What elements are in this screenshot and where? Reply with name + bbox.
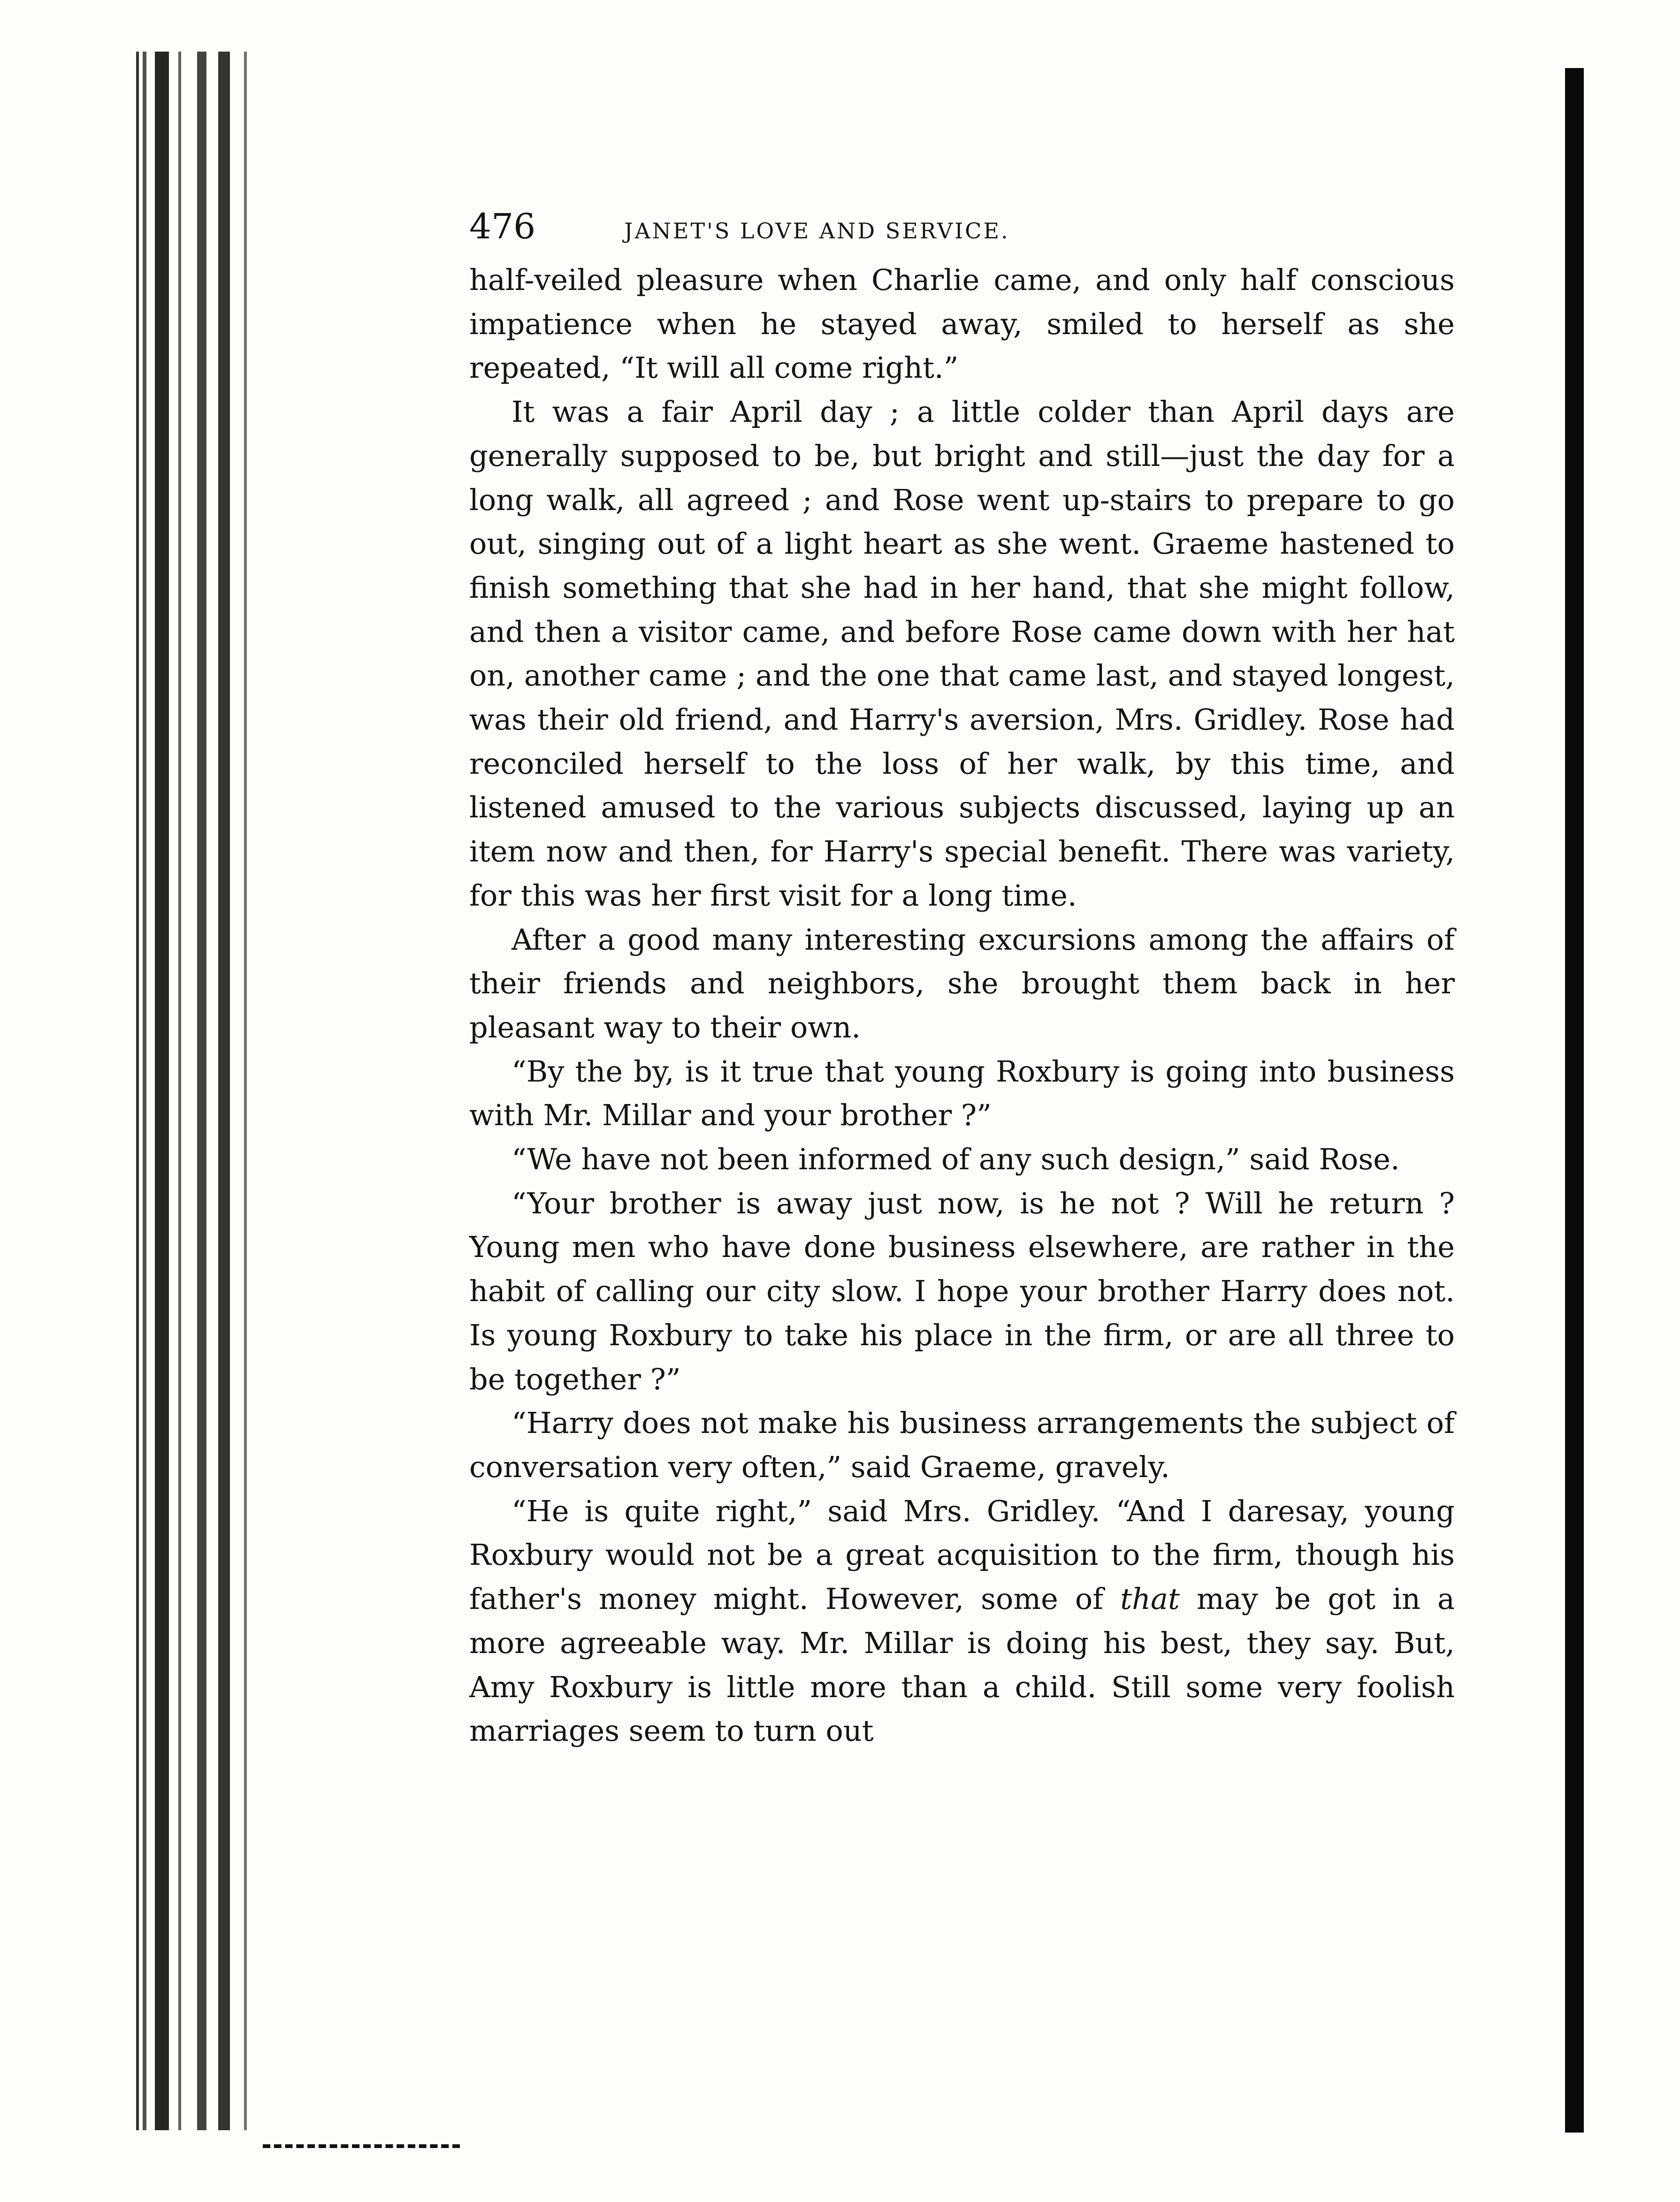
paragraph: After a good many interesting excursions among the affairs of their friends and neighbors, she brought them back in her pleasant way to their own. <box>469 922 1455 1044</box>
paragraph: “By the by, is it true that young Roxbury is going into business with Mr. Millar and your brother ?” <box>469 1054 1455 1133</box>
body-text <box>469 258 1455 1753</box>
binding-shadow <box>136 52 258 2130</box>
paragraph: half-veiled pleasure when Charlie came, and only half conscious impatience when he stayed away, smiled to herself as she repeated, “It will all come right.” <box>469 263 1455 385</box>
page-number: 476 <box>469 206 536 247</box>
scan-edge-mark <box>263 2144 460 2153</box>
paragraph: “We have not been informed of any such design,” said Rose. <box>512 1142 1400 1177</box>
text-block <box>469 206 1455 1753</box>
paragraph: It was a fair April day ; a little colder than April days are generally supposed to be, but bright and still—just the day for a long walk, all agreed ; and Rose went up-stairs to prepare to go out, singing out of a light heart as she went. Graeme hastened to finish something that she had in her hand, that she might follow, and then a visitor came, and before Rose came down with her hat on, another came ; and the one that came last, and stayed longest, was their old friend, and Harry's aversion, Mrs. Gridley. Rose had reconciled herself to the loss of her walk, by this time, and listened amused to the various subjects discussed, laying up an item now and then, for Harry's special benefit. There was variety, for this was her first visit for a long time. <box>469 395 1455 913</box>
paragraph-text: may be got in a more agreeable way. Mr. Millar is doing his best, they say. But, Amy Roxbury is little more than a child. Still some very foolish marriages seem to turn out <box>469 1582 1455 1748</box>
running-title: JANET'S LOVE AND SERVICE. <box>624 218 1010 244</box>
paragraph-text: “He is quite right,” said Mrs. Gridley. “And I daresay, young Roxbury would not be a great acquisition to the firm, though his father's money might. However, some of <box>469 1493 1455 1616</box>
paragraph: “Your brother is away just now, is he not ? Will he return ? Young men who have done business elsewhere, are rather in the habit of calling our city slow. I hope your brother Harry does not. Is young Roxbury to take his place in the firm, or are all three to be together ?” <box>469 1186 1455 1396</box>
paragraph: “Harry does not make his business arrangements the subject of conversation very often,” said Graeme, gravely. <box>469 1406 1455 1484</box>
scan-edge-bar <box>1565 68 1584 2133</box>
emphasis-text: that <box>1120 1582 1180 1616</box>
running-head <box>469 206 1455 258</box>
paragraph-last <box>469 1489 1455 1753</box>
